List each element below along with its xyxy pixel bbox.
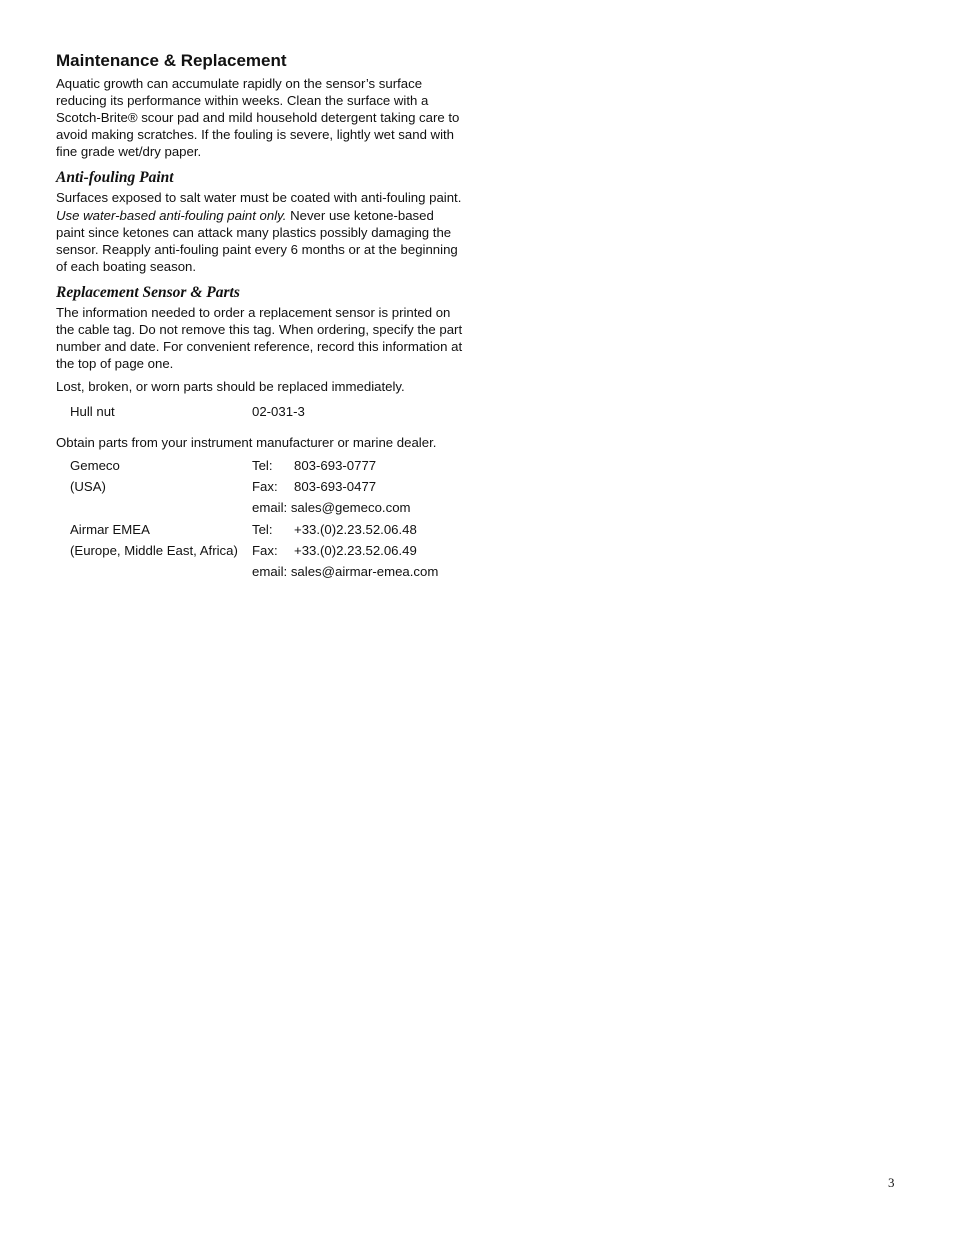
email-address: email: sales@gemeco.com <box>252 499 411 515</box>
obtain-parts-paragraph: Obtain parts from your instrument manufacturer or marine dealer. <box>56 435 437 451</box>
tel-label: Tel: <box>252 457 273 473</box>
contact-name: Gemeco <box>70 457 120 473</box>
tel-number: 803-693-0777 <box>294 457 377 473</box>
antifouling-paragraph <box>56 189 466 274</box>
section-title: Maintenance & Replacement <box>56 51 287 70</box>
contact-row <box>56 455 466 476</box>
contact-name: Airmar EMEA <box>70 521 150 537</box>
contact-row <box>56 497 466 518</box>
fax-label: Fax: <box>252 478 278 494</box>
lost-parts-paragraph: Lost, broken, or worn parts should be replaced immediately. <box>56 379 405 395</box>
contact-row <box>56 561 466 582</box>
contact-region: (USA) <box>70 478 106 494</box>
parts-list <box>56 401 466 422</box>
page-number: 3 <box>888 1175 895 1190</box>
content-column <box>56 50 466 582</box>
tel-label: Tel: <box>252 521 273 537</box>
replacement-paragraph: The information needed to order a replacement sensor is printed on the cable tag. Do not remove this tag. When ordering, specify the part number and date. For convenient reference, record this information at the top of page one. <box>56 304 463 372</box>
antifouling-text-before: Surfaces exposed to salt water must be coated with anti-fouling paint. <box>56 190 462 206</box>
contact-row <box>56 476 466 497</box>
part-row <box>56 401 466 422</box>
contact-row <box>56 519 466 540</box>
fax-number: +33.(0)2.23.52.06.49 <box>294 542 417 558</box>
email-address: email: sales@airmar-emea.com <box>252 563 439 579</box>
fax-number: 803-693-0477 <box>294 478 377 494</box>
fax-label: Fax: <box>252 542 278 558</box>
contact-row <box>56 540 466 561</box>
replacement-heading: Replacement Sensor & Parts <box>56 283 240 301</box>
antifouling-text-after: Never use ketone-based paint since ketones can attack many plastics possibly damaging the sensor. Reapply anti-fouling paint every 6 months or at the beginning of each boating season. <box>56 207 458 274</box>
maintenance-paragraph: Aquatic growth can accumulate rapidly on the sensor’s surface reducing its performance within weeks. Clean the surface with a Scotch-Brite® scour pad and mild household detergent taking care to avoid making scratches. If the fouling is severe, lightly wet sand with fine grade wet/dry paper. <box>56 76 460 160</box>
part-name: Hull nut <box>70 404 115 420</box>
contacts-table <box>56 455 466 582</box>
antifouling-heading: Anti-fouling Paint <box>56 169 174 187</box>
antifouling-warning: Use water-based anti-fouling paint only. <box>56 207 287 223</box>
tel-number: +33.(0)2.23.52.06.48 <box>294 521 417 537</box>
contact-region: (Europe, Middle East, Africa) <box>70 542 238 558</box>
part-number: 02-031-3 <box>252 404 305 420</box>
